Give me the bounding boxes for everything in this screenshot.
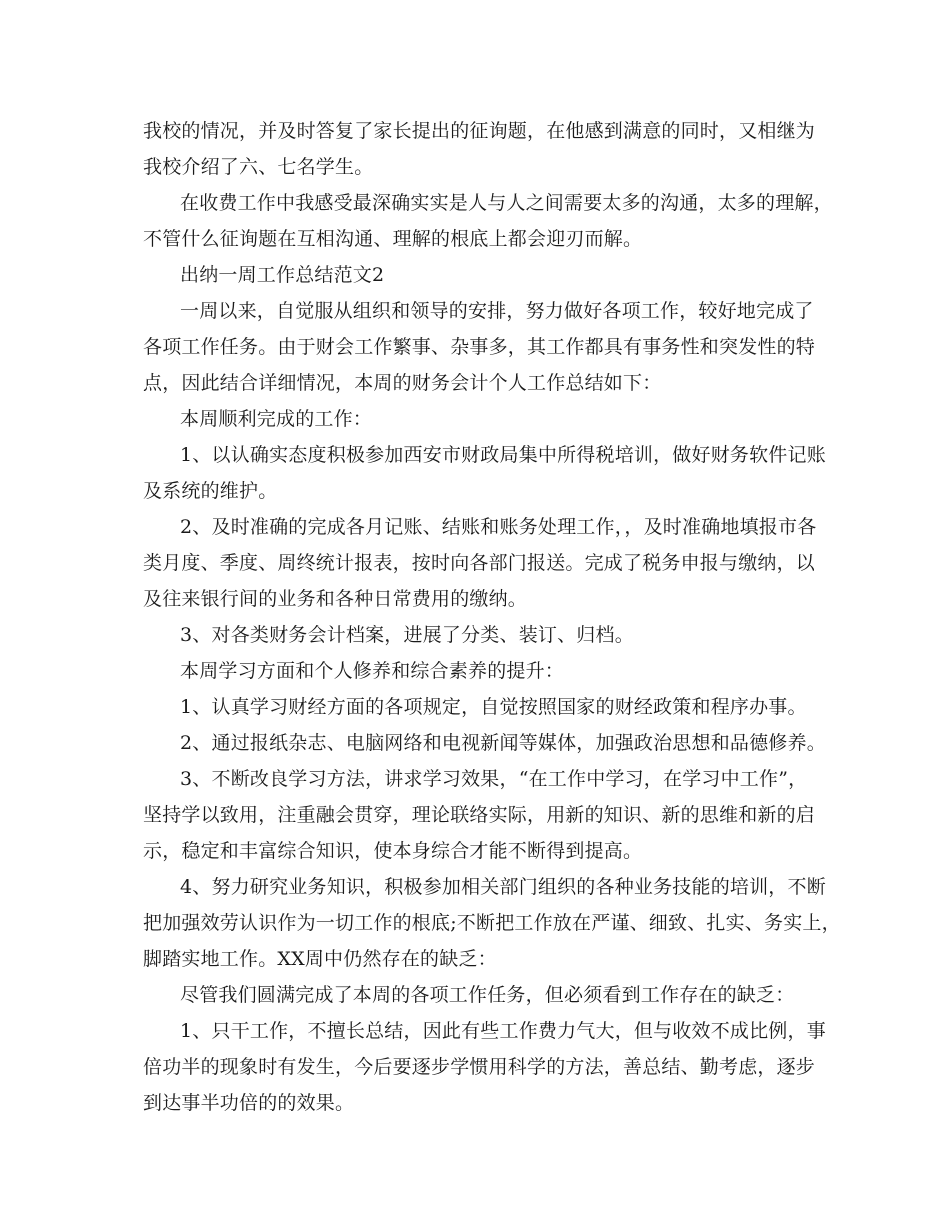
text-line: 类月度、季度、周终统计报表，按时向各部门报送。完成了税务申报与缴纳，以: [143, 552, 816, 574]
paragraph-start-line: 一周以来，自觉服从组织和领导的安排，努力做好各项工作，较好地完成了: [180, 300, 814, 322]
paragraph-start-line: 尽管我们圆满完成了本周的各项工作任务，但必须看到工作存在的缺乏：: [180, 984, 795, 1006]
list-item-start-line: 1、以认确实态度积极参加西安市财政局集中所得税培训，做好财务软件记账: [180, 444, 826, 466]
section-heading: 出纳一周工作总结范文2: [180, 264, 385, 286]
list-item-start-line: 2、通过报纸杂志、电脑网络和电视新闻等媒体，加强政治思想和品德修养。: [180, 732, 826, 754]
text-line: 倍功半的现象时有发生，今后要逐步学惯用科学的方法，善总结、勤考虑，逐步: [143, 1056, 816, 1078]
text-line: 及往来银行间的业务和各种日常费用的缴纳。: [143, 588, 528, 610]
text-line: 到达事半功倍的的效果。: [143, 1092, 355, 1114]
text-line: 及系统的维护。: [143, 480, 278, 502]
text-line: 各项工作任务。由于财会工作繁事、杂事多，其工作都具有事务性和突发性的特: [143, 336, 816, 358]
list-item-start-line: 3、不断改良学习方法，讲求学习效果，“在工作中学习，在学习中工作”，: [180, 768, 808, 790]
list-item-start-line: 3、对各类财务会计档案，进展了分类、装订、归档。: [180, 624, 634, 646]
text-line: 坚持学以致用，注重融会贯穿，理论联络实际，用新的知识、新的思维和新的启: [143, 804, 816, 826]
text-line: 点，因此结合详细情况，本周的财务会计个人工作总结如下：: [143, 372, 662, 394]
text-line: 把加强效劳认识作为一切工作的根底;不断把工作放在严谨、细致、扎实、务实上，: [143, 912, 841, 934]
paragraph-start-line: 在收费工作中我感受最深确实实是人与人之间需要太多的沟通，太多的理解，: [180, 192, 833, 214]
list-item-start-line: 1、只干工作，不擅长总结，因此有些工作费力气大，但与收效不成比例，事: [180, 1020, 826, 1042]
text-line: 示，稳定和丰富综合知识，使本身综合才能不断得到提高。: [143, 840, 643, 862]
text-line: 不管什么征询题在互相沟通、理解的根底上都会迎刃而解。: [143, 228, 643, 250]
subsection-heading: 本周学习方面和个人修养和综合素养的提升：: [180, 660, 565, 682]
text-line: 我校的情况，并及时答复了家长提出的征询题，在他感到满意的同时，又相继为: [143, 120, 816, 142]
text-line: 脚踏实地工作。XX周中仍然存在的缺乏：: [143, 948, 497, 970]
subsection-heading: 本周顺利完成的工作：: [180, 408, 373, 430]
list-item-start-line: 1、认真学习财经方面的各项规定，自觉按照国家的财经政策和程序办事。: [180, 696, 807, 718]
text-line: 我校介绍了六、七名学生。: [143, 156, 374, 178]
list-item-start-line: 4、努力研究业务知识，积极参加相关部门组织的各种业务技能的培训，不断: [180, 876, 826, 898]
list-item-start-line: 2、及时准确的完成各月记账、结账和账务处理工作，，及时准确地填报市各: [180, 516, 817, 538]
